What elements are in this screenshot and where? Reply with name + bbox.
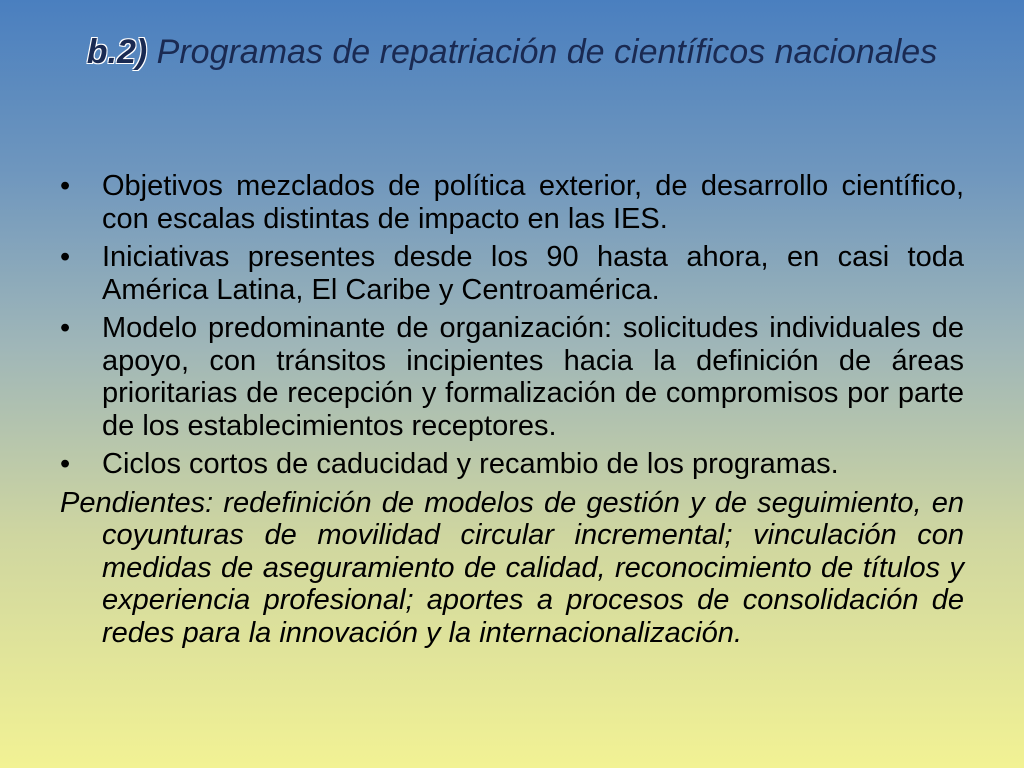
bullet-icon: • — [60, 241, 71, 273]
bullet-list — [60, 170, 964, 481]
bullet-text: Ciclos cortos de caducidad y recambio de los programas. — [102, 448, 839, 480]
bullet-text: Iniciativas presentes desde los 90 hasta ahora, en casi toda América Latina, El Caribe y Centroamérica. — [102, 241, 964, 306]
bullet-item — [60, 312, 964, 442]
bullet-icon: • — [60, 170, 71, 202]
slide-body — [60, 170, 964, 649]
title-prefix: b.2) — [86, 33, 148, 71]
title-text: Programas de repatriación de científicos nacionales — [147, 33, 938, 71]
bullet-text: Objetivos mezclados de política exterior, de desarrollo científico, con escalas distintas de impacto en las IES. — [102, 170, 964, 235]
bullet-item — [60, 170, 964, 235]
bullet-item — [60, 448, 964, 481]
bullet-icon: • — [60, 448, 71, 480]
bullet-item — [60, 241, 964, 306]
pending-paragraph: Pendientes: redefinición de modelos de gestión y de seguimiento, en coyunturas de movilidad circular incremental; vinculación con medidas de aseguramiento de calidad, reconocimiento de títulos y experiencia profesional; aportes a procesos de consolidación de redes para la innovación y la internacionalización. — [60, 486, 964, 649]
bullet-icon: • — [60, 312, 71, 344]
slide-title — [60, 34, 964, 70]
bullet-text: Modelo predominante de organización: solicitudes individuales de apoyo, con tránsitos incipientes hacia la definición de áreas prioritarias de recepción y formalización de compromisos por parte de los establecimientos receptores. — [102, 312, 964, 442]
